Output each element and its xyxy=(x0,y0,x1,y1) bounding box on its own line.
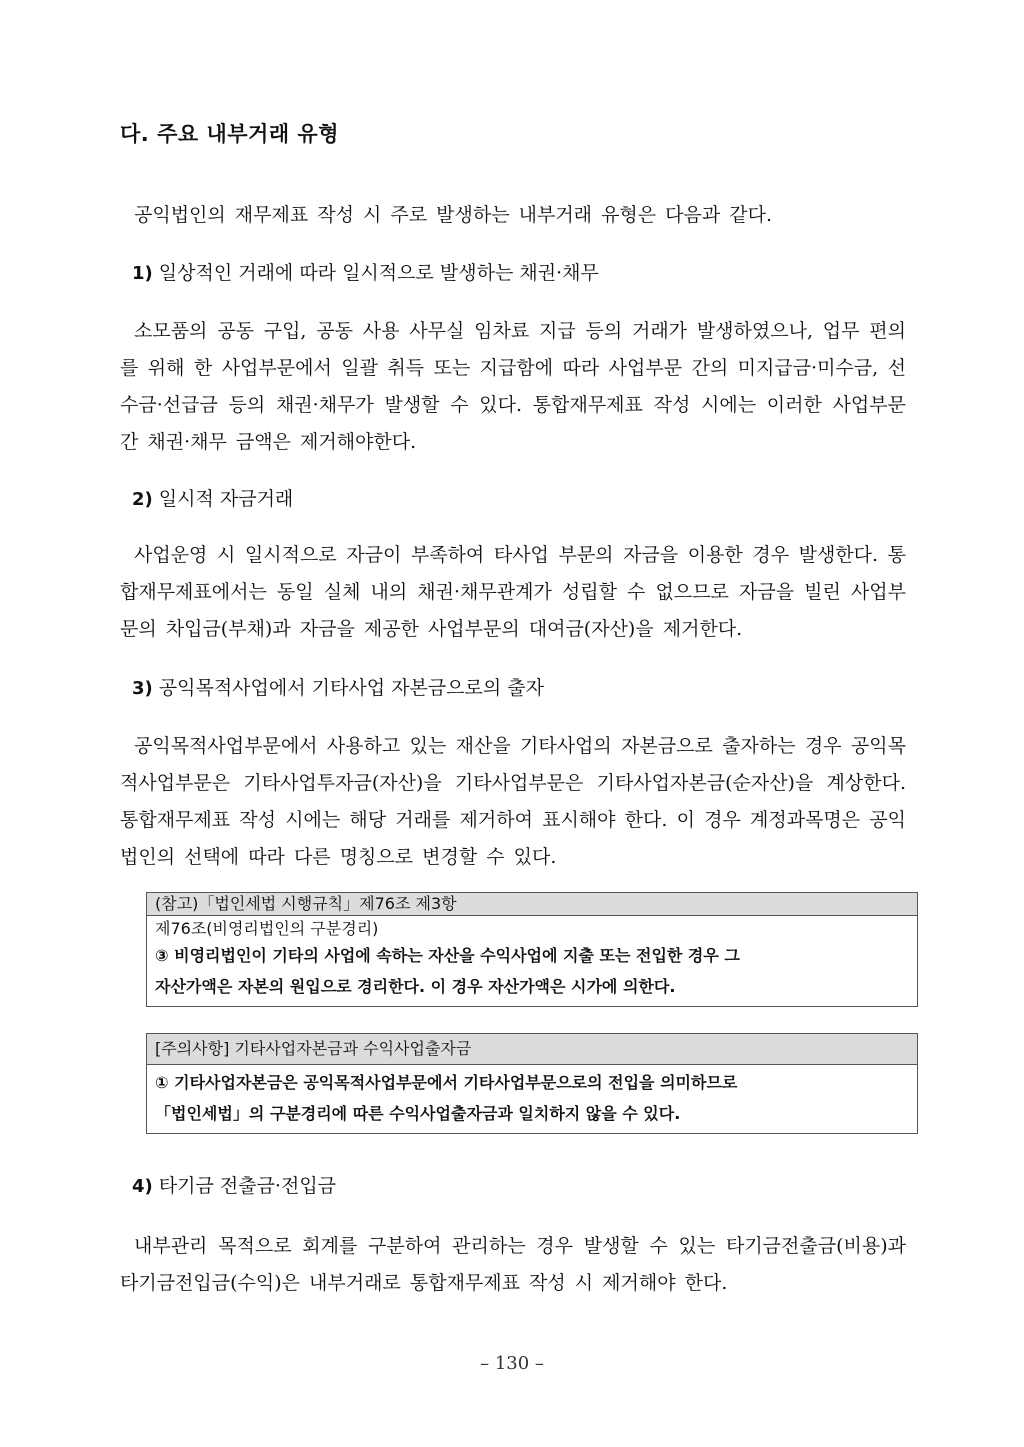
reference-article-title: 제76조(비영리법인의 구분경리) xyxy=(155,919,379,938)
reference-box-header: (참고)「법인세법 시행규칙」제76조 제3항 xyxy=(147,893,917,916)
item-3-number: 3) xyxy=(132,678,153,699)
item-2-title xyxy=(132,484,293,515)
caution-line-2: 「법인세법」의 구분경리에 따른 수익사업출자금과 일치하지 않을 수 있다. xyxy=(155,1104,681,1123)
item-1-title xyxy=(132,258,599,289)
page-number: – 130 – xyxy=(480,1353,544,1374)
item-3-body: 공익목적사업부문에서 사용하고 있는 재산을 기타사업의 자본금으로 출자하는 경우 공익목적사업부문은 기타사업투자금(자산)을 기타사업부문은 기타사업자본금(순자산)을 계상한다. 통합재무제표 작성 시에는 해당 거래를 제거하여 표시해야 한다. 이 경우 계정과목명은 공익법인의 선택에 따라 다른 명칭으로 변경할 수 있다. xyxy=(120,735,906,868)
item-1-number: 1) xyxy=(132,263,153,284)
item-2-body: 사업운영 시 일시적으로 자금이 부족하여 타사업 부문의 자금을 이용한 경우 발생한다. 통합재무제표에서는 동일 실체 내의 채권·채무관계가 성립할 수 없으므로 자금을 빌린 사업부문의 차입금(부채)과 자금을 제공한 사업부문의 대여금(자산)을 제거한다. xyxy=(120,544,906,640)
item-1-title-text: 일상적인 거래에 따라 일시적으로 발생하는 채권·채무 xyxy=(158,262,599,284)
reference-box-body xyxy=(147,916,917,1006)
section-heading: 다. 주요 내부거래 유형 xyxy=(120,122,339,146)
item-4-number: 4) xyxy=(132,1176,153,1197)
caution-line-1: ① 기타사업자본금은 공익목적사업부문에서 기타사업부문으로의 전입을 의미하므로 xyxy=(155,1073,738,1092)
item-1-body: 소모품의 공동 구입, 공동 사용 사무실 임차료 지급 등의 거래가 발생하였으나, 업무 편의를 위해 한 사업부문에서 일괄 취득 또는 지급함에 따라 사업부문 간의 미지급금·미수금, 선수금·선급금 등의 채권·채무가 발생할 수 있다. 통합재무제표 작성 시에는 이러한 사업부문 간 채권·채무 금액은 제거해야한다. xyxy=(120,320,906,453)
item-4-body: 내부관리 목적으로 회계를 구분하여 관리하는 경우 발생할 수 있는 타기금전출금(비용)과 타기금전입금(수익)은 내부거래로 통합재무제표 작성 시 제거해야 한다. xyxy=(120,1235,906,1294)
item-2-title-text: 일시적 자금거래 xyxy=(158,488,294,510)
reference-line-1: ③ 비영리법인이 기타의 사업에 속하는 자산을 수익사업에 지출 또는 전입한 경우 그 xyxy=(155,946,740,965)
intro-paragraph: 공익법인의 재무제표 작성 시 주로 발생하는 내부거래 유형은 다음과 같다. xyxy=(134,204,773,226)
reference-line-2: 자산가액은 자본의 원입으로 경리한다. 이 경우 자산가액은 시가에 의한다. xyxy=(155,977,676,996)
item-3-title-text: 공익목적사업에서 기타사업 자본금으로의 출자 xyxy=(158,677,544,699)
item-4-title xyxy=(132,1171,336,1202)
caution-box xyxy=(146,1033,918,1134)
caution-box-header: [주의사항] 기타사업자본금과 수익사업출자금 xyxy=(147,1034,917,1065)
item-3-title xyxy=(132,673,544,704)
reference-box xyxy=(146,892,918,1007)
caution-box-body xyxy=(147,1065,917,1133)
item-4-title-text: 타기금 전출금·전입금 xyxy=(158,1175,337,1197)
item-2-number: 2) xyxy=(132,489,153,510)
